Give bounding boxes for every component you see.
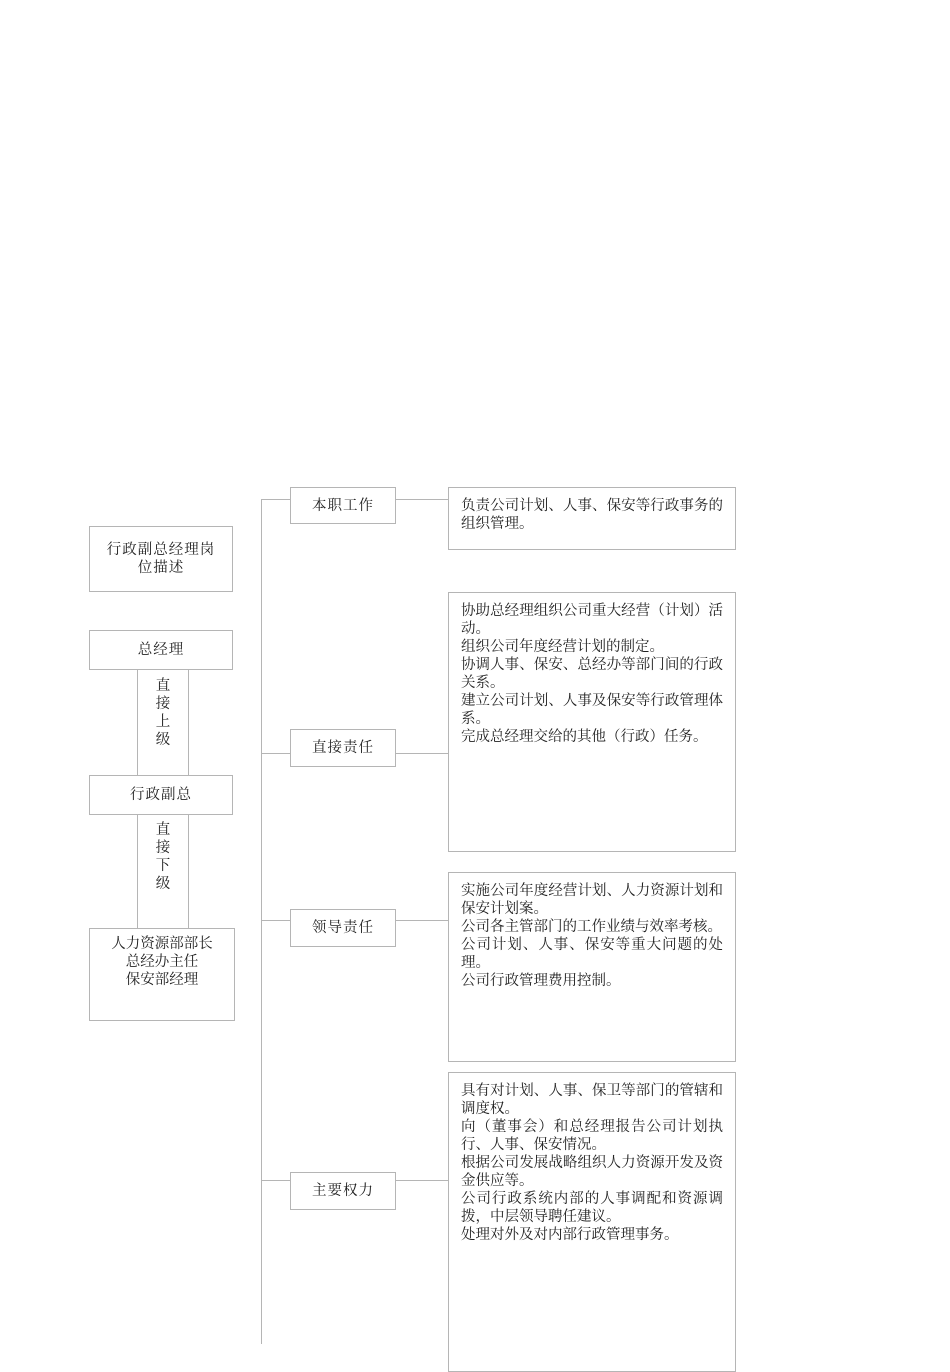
subordinate-connector-right-line	[188, 815, 189, 928]
branch-line	[261, 920, 291, 921]
trunk-line	[261, 499, 262, 1344]
branch-line	[396, 920, 449, 921]
desc-item: 负责公司计划、人事、保安等行政事务的组织管理。	[461, 498, 723, 532]
section-desc-box	[448, 1072, 736, 1372]
section-label-box	[290, 1172, 396, 1210]
self-label: 行政副总	[130, 787, 192, 803]
desc-item: 建立公司计划、人事及保安等行政管理体系。	[461, 693, 723, 727]
desc-item: 实施公司年度经营计划、人力资源计划和保安计划案。	[461, 883, 723, 917]
subordinate-connector-left-line	[137, 815, 138, 928]
branch-line	[396, 753, 449, 754]
desc-item: 根据公司发展战略组织人力资源开发及资金供应等。	[461, 1155, 723, 1189]
desc-item: 公司计划、人事、保安等重大问题的处理。	[461, 937, 723, 971]
subordinate-item: 保安部经理	[125, 972, 199, 988]
branch-line	[261, 1180, 291, 1181]
section-label: 领导责任	[312, 920, 374, 936]
desc-item: 向（董事会）和总经理报告公司计划执行、人事、保安情况。	[461, 1119, 723, 1153]
branch-line	[396, 1180, 449, 1181]
desc-item: 公司行政系统内部的人事调配和资源调拨，中层领导聘任建议。	[461, 1191, 723, 1225]
desc-item: 协助总经理组织公司重大经营（计划）活动。	[461, 603, 723, 637]
superior-connector-label: 直接上级	[155, 678, 171, 748]
desc-item: 公司行政管理费用控制。	[461, 973, 621, 989]
section-label: 主要权力	[312, 1183, 374, 1199]
branch-line	[396, 499, 449, 500]
branch-line	[261, 753, 291, 754]
self-box	[89, 775, 233, 815]
section-label: 本职工作	[312, 497, 374, 514]
desc-item: 完成总经理交给的其他（行政）任务。	[461, 729, 708, 745]
subordinates-box	[89, 928, 235, 1021]
job-title: 行政副总经理岗位描述	[106, 542, 216, 576]
section-desc-box	[448, 592, 736, 852]
superior-label: 总经理	[137, 642, 185, 658]
section-desc-box	[448, 487, 736, 550]
desc-item: 组织公司年度经营计划的制定。	[461, 639, 664, 655]
superior-box	[89, 630, 233, 670]
subordinate-item: 人力资源部部长	[111, 936, 213, 952]
desc-item: 具有对计划、人事、保卫等部门的管辖和调度权。	[461, 1083, 723, 1117]
branch-line	[261, 499, 291, 500]
desc-item: 公司各主管部门的工作业绩与效率考核。	[461, 919, 722, 935]
subordinate-item: 总经办主任	[125, 954, 199, 970]
section-label-box	[290, 729, 396, 767]
desc-item: 协调人事、保安、总经办等部门间的行政关系。	[461, 657, 723, 691]
section-label-box	[290, 487, 396, 524]
section-label-box	[290, 909, 396, 947]
desc-item: 处理对外及对内部行政管理事务。	[461, 1227, 679, 1243]
job-title-box	[89, 526, 233, 592]
subordinate-connector-label: 直接下级	[155, 822, 171, 892]
section-label: 直接责任	[312, 740, 374, 756]
section-desc-box	[448, 872, 736, 1062]
superior-connector-right-line	[188, 670, 189, 775]
superior-connector-left-line	[137, 670, 138, 775]
